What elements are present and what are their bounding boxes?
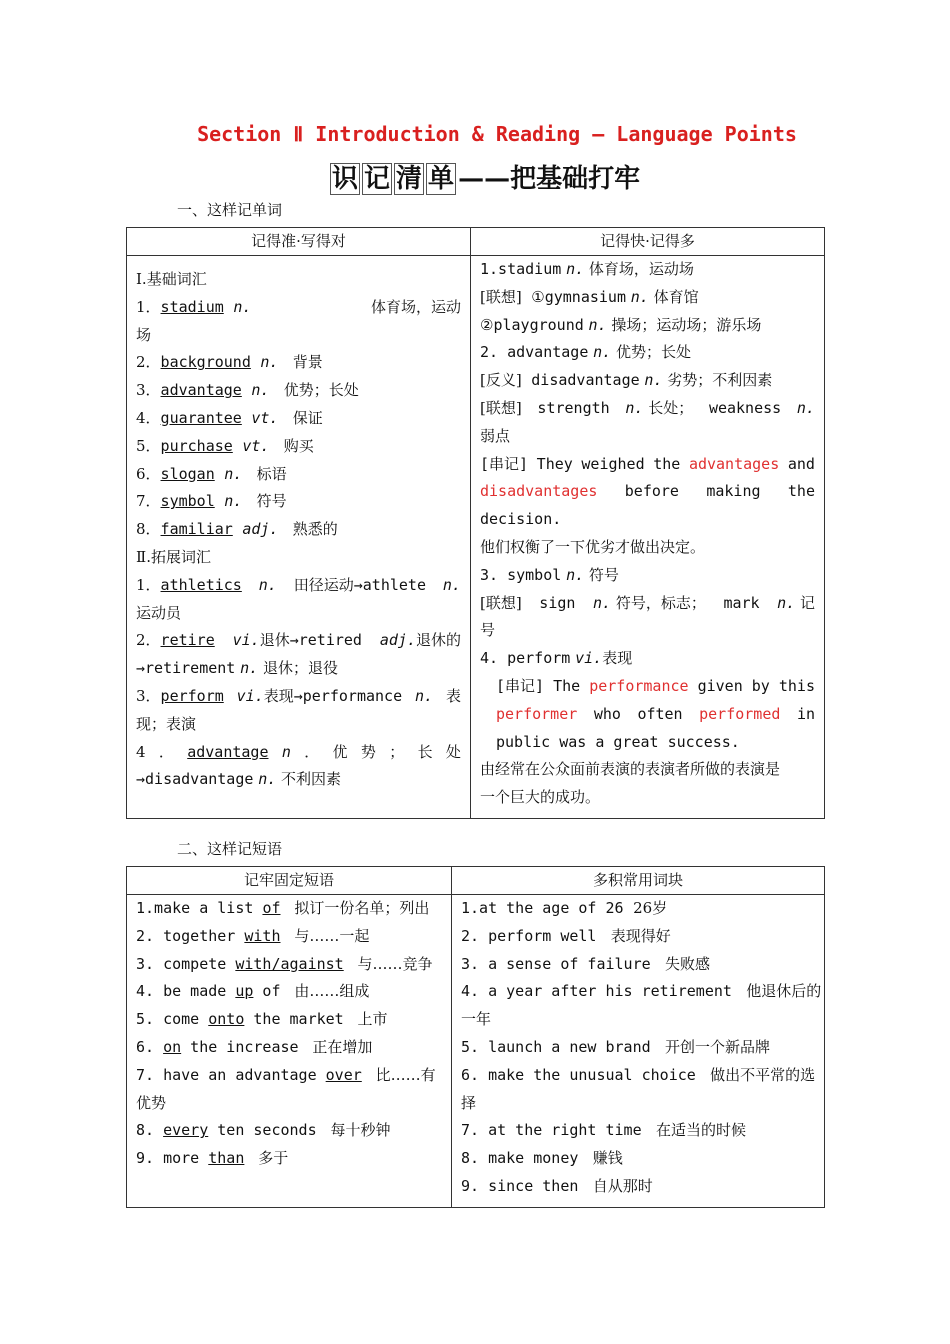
extended-vocab-heading: Ⅱ.拓展词汇 xyxy=(136,547,211,566)
phrase-item: 9. more than 多于 xyxy=(136,1149,289,1168)
vocab-item: 6．slogan n. 标语 xyxy=(136,464,287,483)
memo-example: [串记] They weighed the advantages and xyxy=(480,454,815,473)
banner-char: 单 xyxy=(428,164,455,194)
chunk-item: 5. launch a new brand 开创一个新品牌 xyxy=(461,1037,770,1056)
memo-line: [联想] ①gymnasium n. 体育馆 xyxy=(480,287,699,306)
phrase-table xyxy=(126,866,825,1208)
phrase-right-cell xyxy=(452,895,825,1208)
chunk-item: 6. make the unusual choice 做出不平常的选 xyxy=(461,1065,816,1084)
memo-line: 1.stadium n. 体育场，运动场 xyxy=(480,260,694,278)
chunk-item: 9. since then 自从那时 xyxy=(461,1176,653,1195)
chunk-item: 7. at the right time 在适当的时候 xyxy=(461,1121,746,1140)
phrase-right-header: 多积常用词块 xyxy=(452,867,825,895)
phrase-left-header: 记牢固定短语 xyxy=(127,867,452,895)
page-title: Section Ⅱ Introduction & Reading — Language Points xyxy=(197,122,797,146)
ext-vocab-item-wrap: →retirement n. 退休；退役 xyxy=(136,659,338,678)
memo-example: performer who often performed in xyxy=(496,704,815,723)
memo-line: [联想] sign n. 符号，标志； mark n. 记 xyxy=(480,593,815,612)
phrase-item: 5. come onto the market 上市 xyxy=(136,1010,388,1029)
phrase-item: 1.make a list of 拟订一份名单；列出 xyxy=(136,899,430,917)
basic-vocab-heading: Ⅰ.基础词汇 xyxy=(136,270,207,288)
ext-vocab-item-wrap: →disadvantage n. 不利因素 xyxy=(136,770,342,789)
memo-line-wrap: 弱点 xyxy=(480,426,511,445)
ext-vocab-item: 1．athletics n. 田径运动→athlete n. xyxy=(136,575,461,594)
phrase-left-cell xyxy=(127,895,452,1208)
chunk-item-wrap: 一年 xyxy=(461,1010,492,1029)
ext-vocab-item: 3．perform vi.表现→performance n. 表 xyxy=(136,686,461,705)
phrase-item: 2. together with 与……一起 xyxy=(136,926,370,945)
chunk-item: 8. make money 赚钱 xyxy=(461,1149,623,1168)
memo-line: ②playground n. 操场；运动场；游乐场 xyxy=(480,315,762,334)
memo-example: [串记] The performance given by this xyxy=(496,676,815,695)
vocab-item: 4．guarantee vt. 保证 xyxy=(136,408,323,427)
phrase-item: 4. be made up of 由……组成 xyxy=(136,982,370,1001)
phrase-item: 7. have an advantage over 比……有 xyxy=(136,1065,436,1084)
memo-line: 3. symbol n. 符号 xyxy=(480,565,619,584)
vocab-left-header: 记得准·写得对 xyxy=(127,228,471,256)
chunk-item: 4. a year after his retirement 他退休后的 xyxy=(461,982,822,1001)
memo-translation: 他们权衡了一下优劣才做出决定。 xyxy=(480,537,706,556)
memo-example: public was a great success. xyxy=(496,732,740,751)
banner-char: 识 xyxy=(332,164,359,194)
phrase-item: 6. on the increase 正在增加 xyxy=(136,1037,373,1056)
memo-line: [反义] disadvantage n. 劣势；不利因素 xyxy=(480,371,773,390)
vocab-right-header: 记得快·记得多 xyxy=(471,228,825,256)
ext-vocab-item: 4 ． advantage n ． 优 势 ； 长 处 xyxy=(136,742,461,761)
memo-translation: 一个巨大的成功。 xyxy=(480,788,601,807)
banner-text: ——把基础打牢 xyxy=(458,164,641,194)
vocab-right-cell xyxy=(471,256,825,819)
vocab-item: 7．symbol n. 符号 xyxy=(136,492,287,511)
phrase-item: 3. compete with/against 与……竞争 xyxy=(136,954,433,973)
ext-vocab-item-wrap: 现；表演 xyxy=(136,714,197,733)
banner-char: 清 xyxy=(396,164,423,194)
memo-line: 2. advantage n. 优势；长处 xyxy=(480,343,692,362)
memo-example: disadvantages before making the xyxy=(480,482,815,501)
ext-vocab-item: 2．retire vi.退休→retired adj.退休的 xyxy=(136,631,461,650)
memo-line: 4. perform vi.表现 xyxy=(480,649,633,668)
phrase-item: 8. every ten seconds 每十秒钟 xyxy=(136,1121,391,1140)
memo-line: [联想] strength n. 长处； weakness n. xyxy=(480,398,815,417)
vocab-item: 5．purchase vt. 购买 xyxy=(136,436,314,455)
vocab-item-wrap: 场 xyxy=(136,325,152,344)
chunk-item: 3. a sense of failure 失败感 xyxy=(461,954,710,973)
memo-line-wrap: 号 xyxy=(480,621,496,640)
vocab-item: 8．familiar adj. 熟悉的 xyxy=(136,520,338,539)
vocab-item: 3．advantage n. 优势；长处 xyxy=(136,381,359,400)
memo-translation: 由经常在公众面前表演的表演者所做的表演是 xyxy=(480,760,781,779)
section-heading-words: 一、这样记单词 xyxy=(177,201,283,219)
ext-vocab-item-wrap: 运动员 xyxy=(136,603,182,622)
chunk-item-wrap: 择 xyxy=(461,1093,477,1112)
phrase-item-wrap: 优势 xyxy=(136,1093,167,1112)
vocab-item: 2．background n. 背景 xyxy=(136,353,323,372)
banner-char: 记 xyxy=(364,164,391,194)
vocab-left-cell xyxy=(127,256,471,819)
memo-example: decision. xyxy=(480,510,562,529)
vocab-item: 1．stadium n. 体育场，运动 xyxy=(136,297,461,316)
chunk-item: 1.at the age of 26 26岁 xyxy=(461,899,668,917)
chunk-item: 2. perform well 表现得好 xyxy=(461,926,671,945)
section-banner xyxy=(330,158,640,195)
section-heading-phrases: 二、这样记短语 xyxy=(177,840,283,858)
vocab-table xyxy=(126,227,825,819)
